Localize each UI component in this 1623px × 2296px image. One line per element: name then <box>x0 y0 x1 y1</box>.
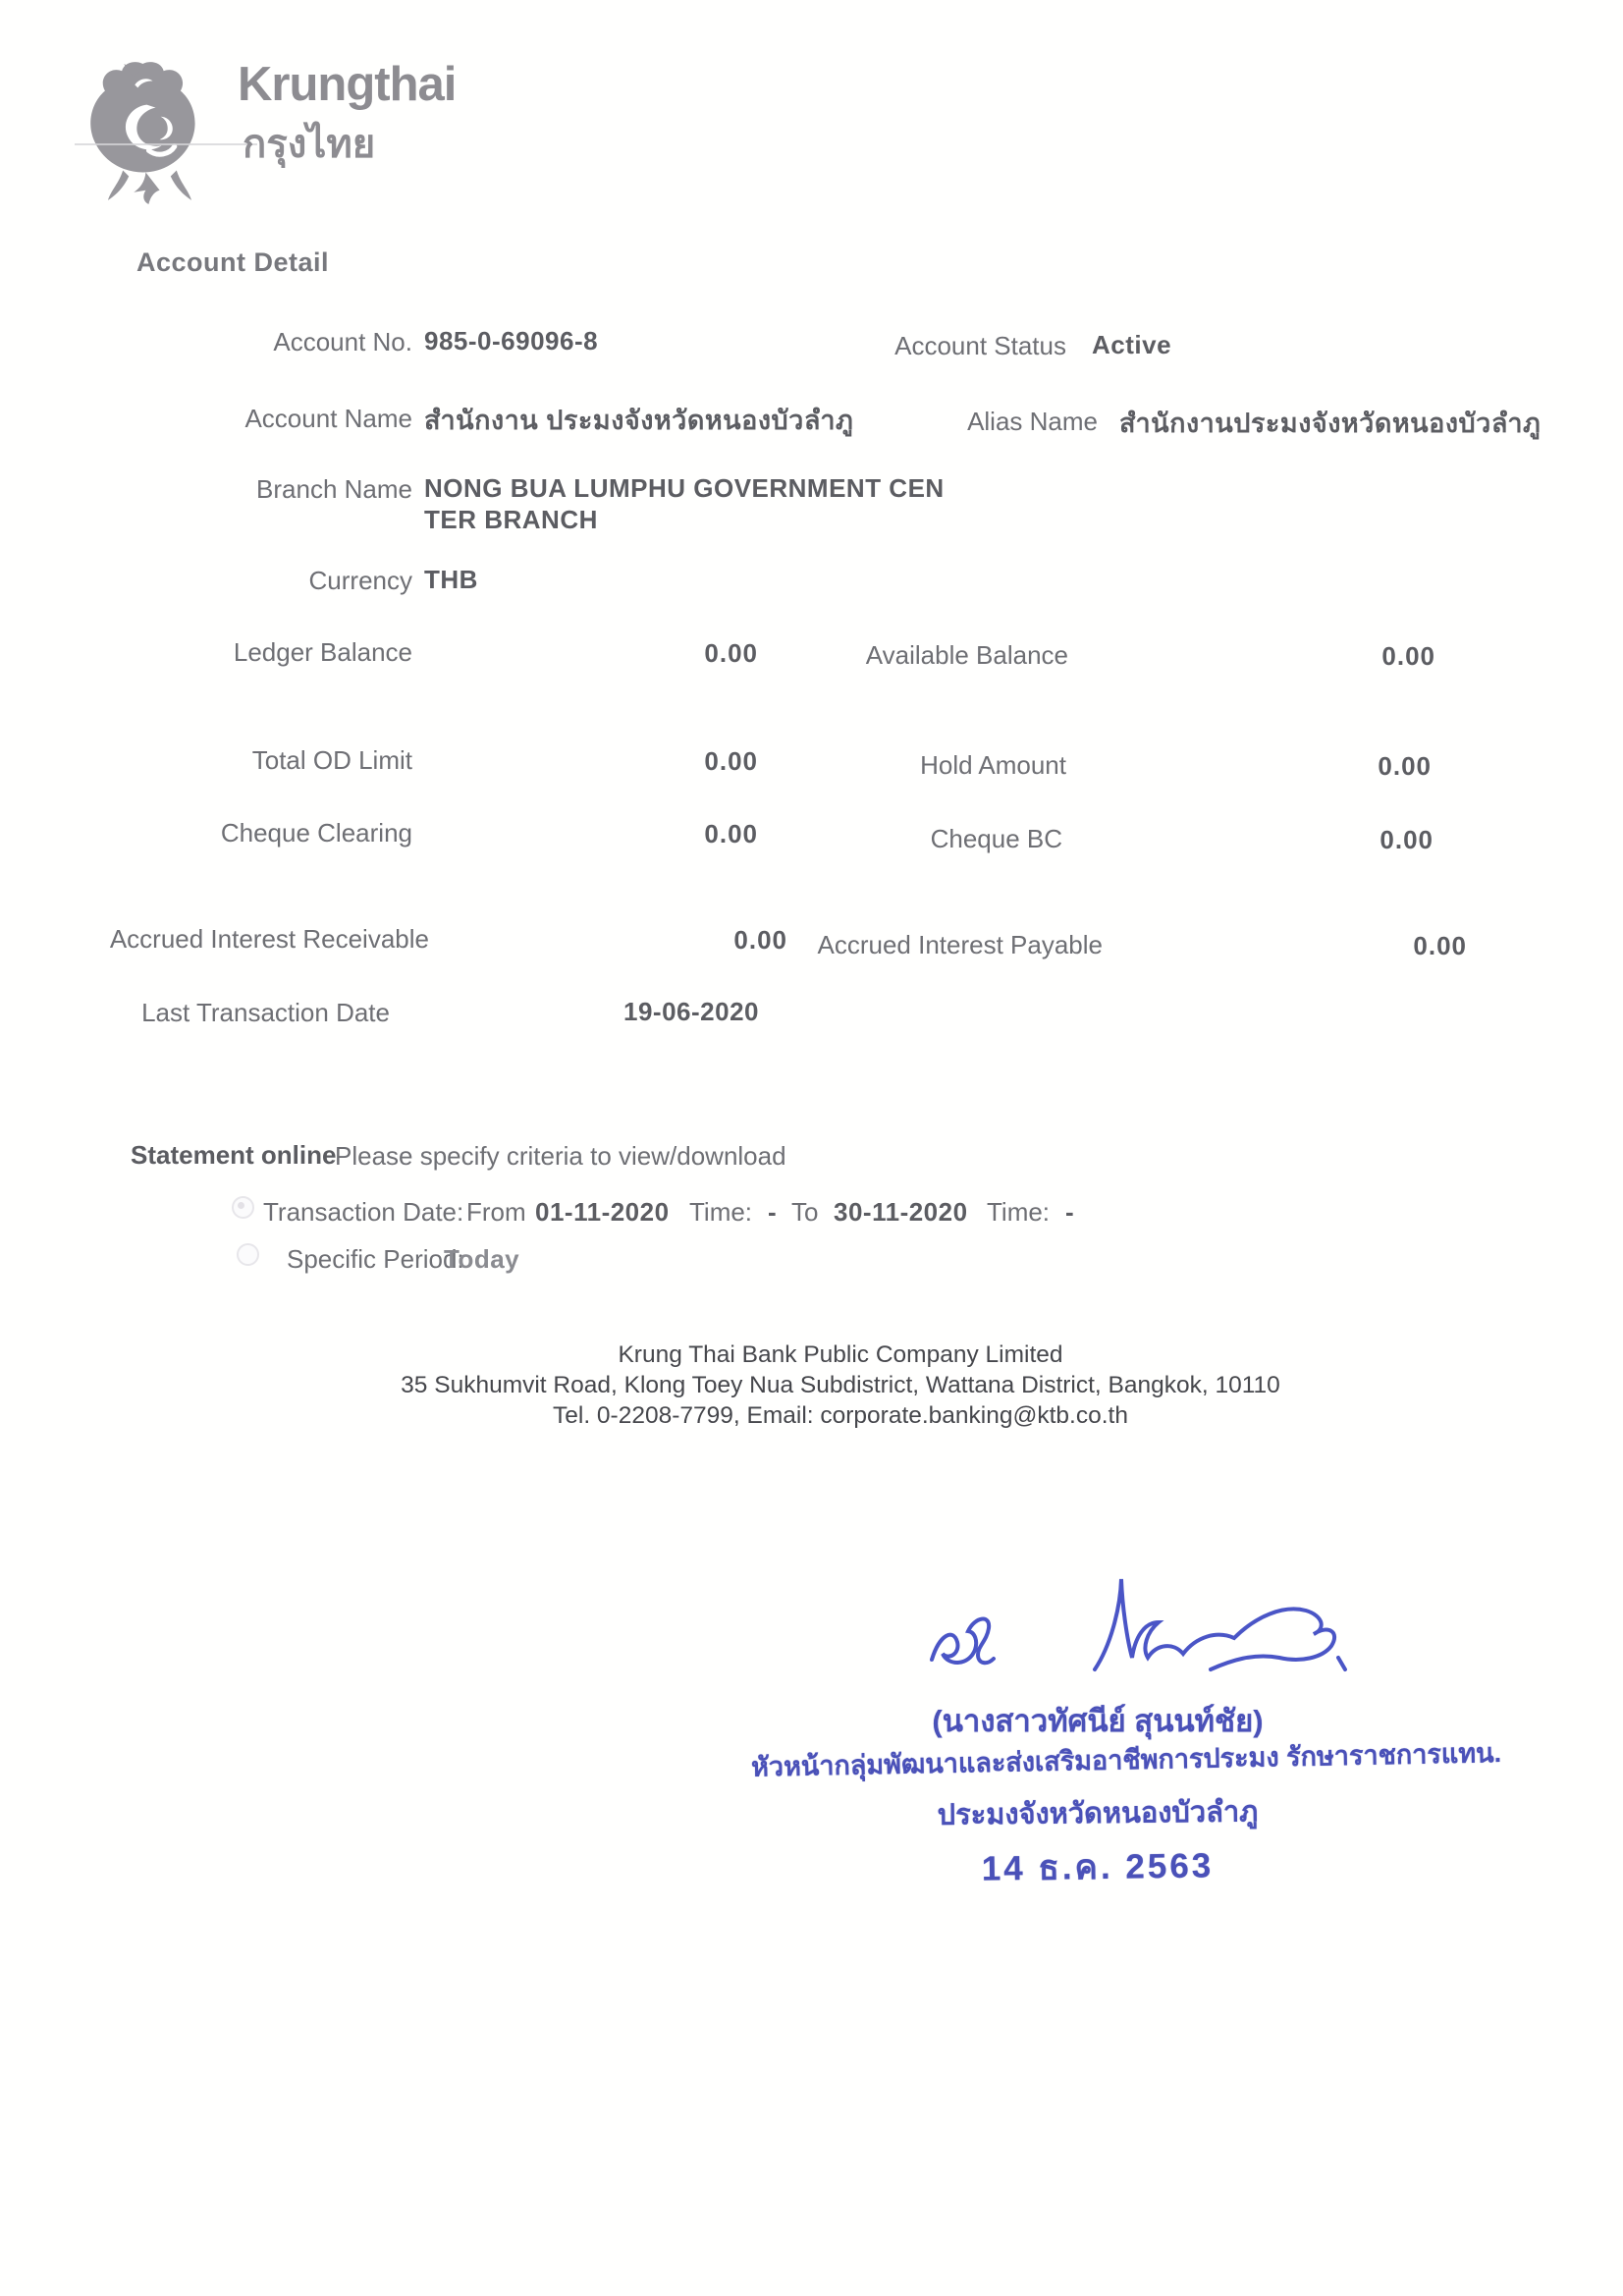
brand-name: Krungthai <box>238 58 457 111</box>
hold-amount-label: Hold Amount <box>920 750 1066 780</box>
account-no-label: Account No. <box>273 327 412 356</box>
to-time-value: - <box>1065 1197 1075 1227</box>
currency-value: THB <box>424 565 478 594</box>
footer-contact: Tel. 0-2208-7799, Email: corporate.banking@ktb.co.th <box>553 1402 1128 1429</box>
to-date-value: 30-11-2020 <box>834 1197 968 1227</box>
from-date-value: 01-11-2020 <box>535 1197 670 1227</box>
from-label: From <box>466 1197 526 1227</box>
cheque-bc-value: 0.00 <box>1380 825 1434 854</box>
ledger-balance-value: 0.00 <box>704 638 758 668</box>
statement-online-title: Statement online <box>131 1140 337 1170</box>
branch-name-label: Branch Name <box>256 474 412 504</box>
accrued-interest-receivable-value: 0.00 <box>733 925 787 955</box>
cheque-clearing-label: Cheque Clearing <box>220 818 412 847</box>
stamp-date: 14 ธ.ค. 2563 <box>981 1846 1215 1888</box>
available-balance-value: 0.00 <box>1381 641 1435 671</box>
cheque-clearing-value: 0.00 <box>704 819 758 848</box>
last-transaction-date-value: 19-06-2020 <box>623 997 759 1026</box>
account-no-value: 985-0-69096-8 <box>424 326 599 355</box>
stamp-signer-title: หัวหน้ากลุ่มพัฒนาและส่งเสริมอาชีพการประมง รักษาราชการแทน. <box>750 1737 1502 1782</box>
specific-period-value: Today <box>444 1244 520 1274</box>
specific-period-label: Specific Period: <box>287 1244 464 1274</box>
from-time-value: - <box>768 1197 778 1227</box>
handwritten-signature <box>918 1559 1360 1717</box>
total-od-limit-value: 0.00 <box>704 746 758 776</box>
branch-name-value-line2: TER BRANCH <box>424 505 598 534</box>
currency-label: Currency <box>308 566 412 595</box>
available-balance-label: Available Balance <box>865 640 1068 670</box>
account-status-label: Account Status <box>894 331 1066 360</box>
transaction-date-label: Transaction Date: <box>263 1197 464 1227</box>
footer-company: Krung Thai Bank Public Company Limited <box>618 1341 1063 1368</box>
alias-name-value: สำนักงานประมงจังหวัดหนองบัวลำภู <box>1119 409 1542 438</box>
scan-artifact-line <box>75 143 257 145</box>
account-name-value: สำนักงาน ประมงจังหวัดหนองบัวลำภู <box>424 406 854 435</box>
footer-address: 35 Sukhumvit Road, Klong Toey Nua Subdistrict, Wattana District, Bangkok, 10110 <box>401 1372 1280 1398</box>
branch-name-value-line1: NONG BUA LUMPHU GOVERNMENT CEN <box>424 473 945 503</box>
stamp-signer-office: ประมงจังหวัดหนองบัวลำภู <box>937 1796 1259 1831</box>
statement-online-instruction: Please specify criteria to view/download <box>335 1141 786 1171</box>
account-name-label: Account Name <box>244 404 412 433</box>
from-time-label: Time: <box>689 1197 753 1227</box>
page-title: Account Detail <box>136 247 330 277</box>
brand-name-thai: กรุงไทย <box>243 123 376 166</box>
accrued-interest-payable-value: 0.00 <box>1413 931 1467 960</box>
krungthai-logo-icon <box>82 55 218 214</box>
account-status-value: Active <box>1092 330 1172 359</box>
ledger-balance-label: Ledger Balance <box>233 637 412 667</box>
to-label: To <box>791 1197 819 1227</box>
accrued-interest-receivable-label: Accrued Interest Receivable <box>109 924 429 954</box>
stamp-signer-name: (นางสาวทัศนีย์ สุนนท์ชัย) <box>932 1704 1264 1738</box>
transaction-date-radio[interactable] <box>232 1196 254 1219</box>
accrued-interest-payable-label: Accrued Interest Payable <box>817 930 1103 959</box>
total-od-limit-label: Total OD Limit <box>251 745 412 775</box>
hold-amount-value: 0.00 <box>1378 751 1432 781</box>
alias-name-label: Alias Name <box>967 407 1098 436</box>
specific-period-radio[interactable] <box>237 1243 259 1266</box>
last-transaction-date-label: Last Transaction Date <box>141 998 390 1027</box>
cheque-bc-label: Cheque BC <box>930 824 1062 853</box>
to-time-label: Time: <box>987 1197 1051 1227</box>
